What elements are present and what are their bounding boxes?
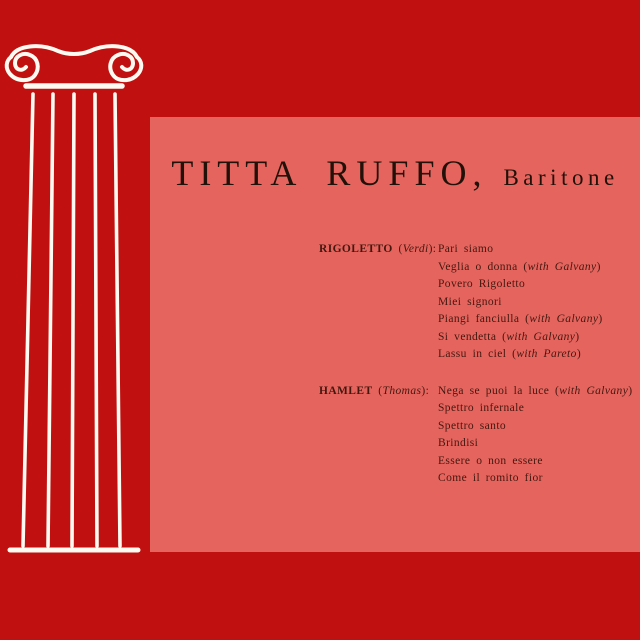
track-credit: (with Galvany) bbox=[496, 330, 580, 343]
column-flute bbox=[23, 94, 33, 546]
track-title: Veglia o donna bbox=[438, 260, 518, 273]
track-title: Come il romito fior bbox=[438, 472, 543, 484]
track-item bbox=[438, 383, 640, 401]
track-column bbox=[438, 383, 640, 488]
album-title bbox=[150, 117, 640, 191]
track-title: Brindisi bbox=[438, 437, 479, 449]
opera-section bbox=[319, 383, 640, 488]
opera-section bbox=[319, 241, 640, 364]
track-title: Povero Rigoletto bbox=[438, 278, 526, 290]
track-item bbox=[438, 276, 640, 294]
track-list bbox=[150, 241, 640, 488]
section-label bbox=[319, 383, 438, 401]
track-item bbox=[438, 241, 640, 259]
opera-name: HAMLET bbox=[319, 384, 373, 397]
track-title: Spettro infernale bbox=[438, 402, 525, 414]
track-credit: (with Galvany) bbox=[549, 384, 633, 397]
artist-name: TITTA RUFFO, bbox=[171, 153, 488, 193]
track-item bbox=[438, 470, 640, 488]
track-title: Si vendetta bbox=[438, 330, 497, 343]
column-flute bbox=[95, 94, 97, 546]
column-flute bbox=[72, 94, 74, 546]
track-credit: (with Galvany) bbox=[519, 313, 603, 325]
opera-name: RIGOLETTO bbox=[319, 243, 393, 255]
artist-role: Baritone bbox=[503, 165, 619, 190]
right-volute-icon bbox=[110, 54, 141, 80]
track-item bbox=[438, 294, 640, 312]
track-title: Nega se puoi la luce bbox=[438, 384, 550, 397]
composer-name: (Thomas): bbox=[372, 384, 430, 397]
composer-name: (Verdi): bbox=[392, 243, 437, 255]
track-credit: (with Galvany) bbox=[517, 260, 601, 273]
left-volute-icon bbox=[7, 54, 38, 80]
track-title: Pari siamo bbox=[438, 243, 494, 255]
ionic-column-icon bbox=[0, 30, 150, 560]
track-title: Essere o non essere bbox=[438, 454, 543, 467]
column-flute bbox=[115, 94, 120, 546]
track-item bbox=[438, 259, 640, 277]
track-credit: (with Pareto) bbox=[506, 348, 582, 360]
title-panel bbox=[150, 117, 640, 552]
section-label bbox=[319, 241, 438, 259]
track-item bbox=[438, 329, 640, 347]
track-title: Miei signori bbox=[438, 295, 502, 308]
track-column bbox=[438, 241, 640, 364]
track-item bbox=[438, 400, 640, 418]
track-item bbox=[438, 435, 640, 453]
track-title: Spettro santo bbox=[438, 419, 507, 432]
track-item bbox=[438, 418, 640, 436]
column-flute bbox=[48, 94, 53, 546]
track-item bbox=[438, 311, 640, 329]
track-item bbox=[438, 453, 640, 471]
track-title: Piangi fanciulla bbox=[438, 313, 520, 325]
track-item bbox=[438, 346, 640, 364]
track-title: Lassu in ciel bbox=[438, 348, 507, 360]
